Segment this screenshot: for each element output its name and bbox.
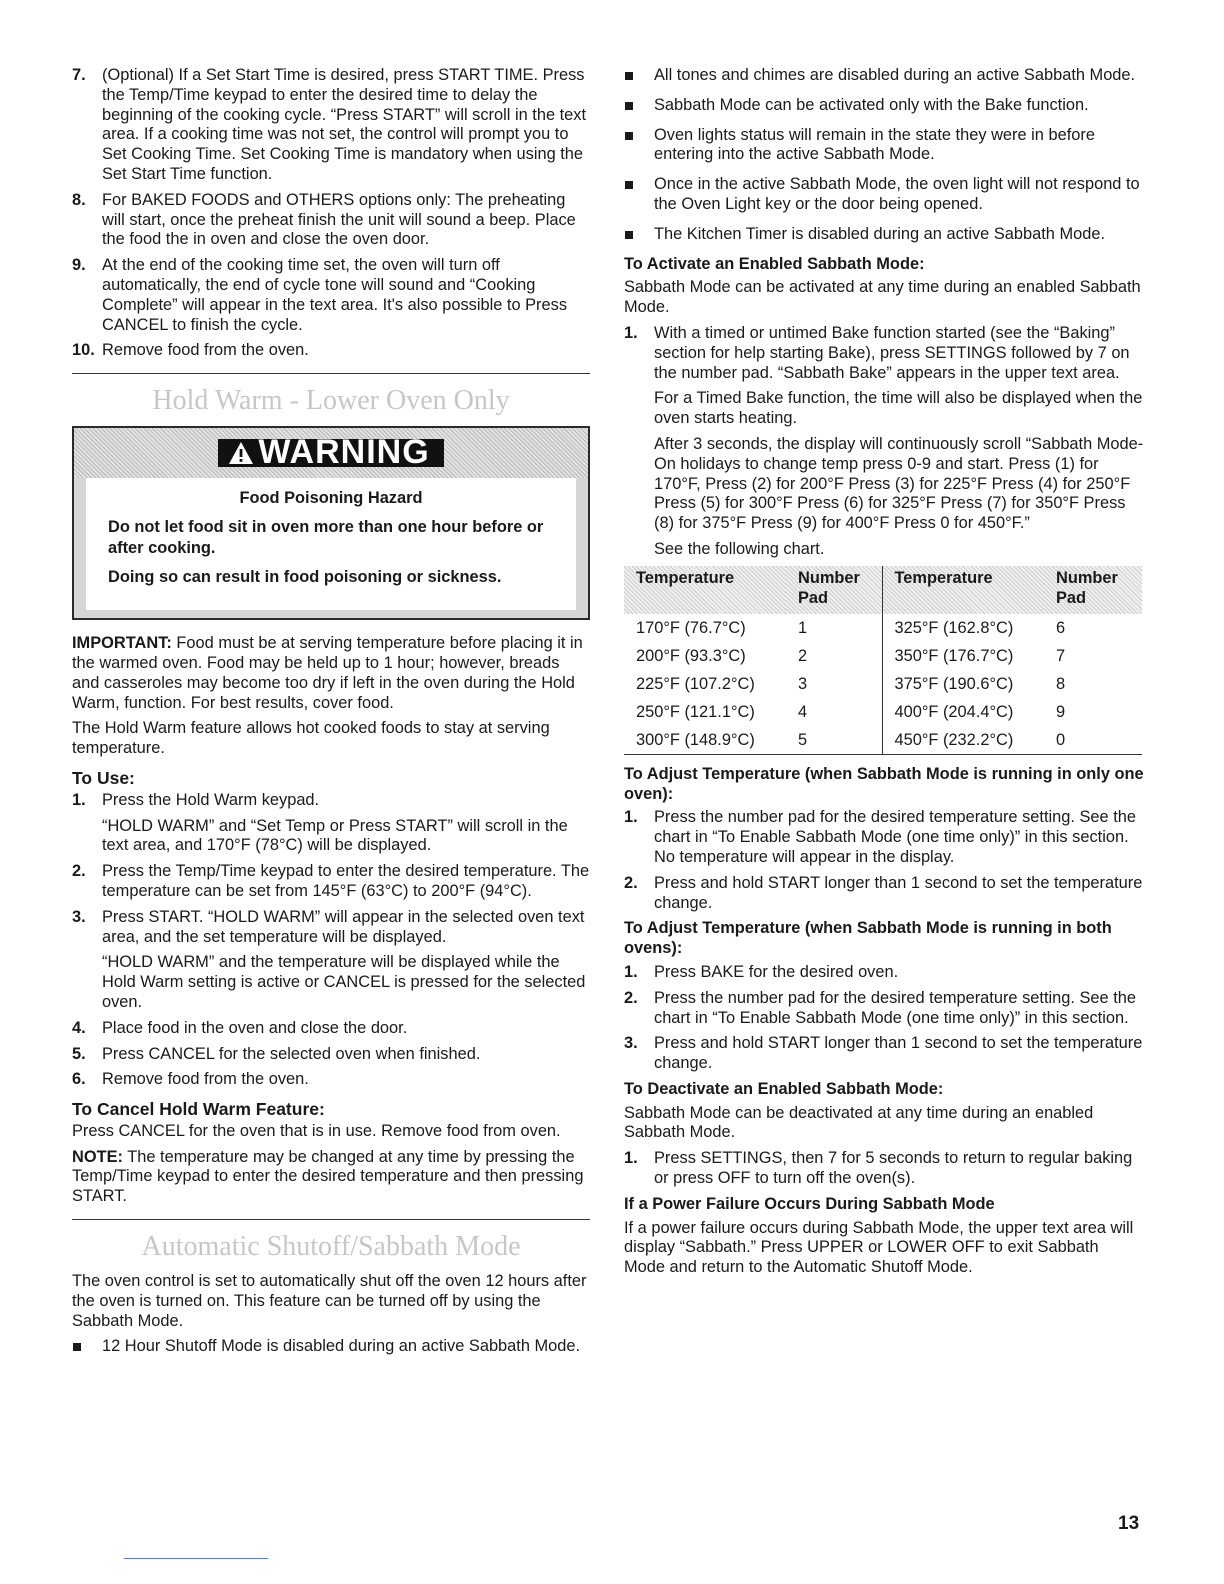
step-number: 2. [624,988,638,1007]
table-header-cell: Temperature [624,566,786,614]
step-text: Press and hold START longer than 1 second to set the temperature change. [654,873,1143,912]
warning-body [74,478,588,618]
step-number: 5. [72,1044,86,1063]
adjust-one-step-2 [624,874,1144,914]
activate-note-3: See the following chart. [654,539,825,558]
step-number: 2. [624,873,638,892]
page-number: 13 [1118,1513,1140,1534]
section-divider [72,373,590,374]
table-cell: 375°F (190.6°C) [882,670,1044,698]
use-step-2 [72,862,590,902]
step-text: Remove food from the oven. [102,341,309,360]
adjust-both-step-2 [624,989,1144,1029]
use-step-5 [72,1045,590,1065]
deactivate-heading: To Deactivate an Enabled Sabbath Mode: [624,1079,944,1098]
table-cell: 350°F (176.7°C) [882,642,1044,670]
deactivate-step-1 [624,1149,1144,1189]
step-text: Press START. “HOLD WARM” will appear in the selected oven text area, and the set temperature will be displayed. [102,907,585,946]
table-cell: 200°F (93.3°C) [636,646,746,665]
step-text: Place food in the oven and close the door. [102,1018,408,1037]
adjust-both-step-3 [624,1034,1144,1074]
table-cell: 1 [798,618,808,637]
footer-rule [124,1558,268,1559]
important-paragraph [72,634,590,713]
step-number: 3. [72,907,86,926]
table-cell: 0 [1044,726,1142,755]
bullet-square-icon [625,132,633,140]
bullet-square-icon [625,181,633,189]
step-number: 8. [72,190,86,209]
step-number: 1. [624,1149,638,1168]
table-cell: 325°F (162.8°C) [882,614,1044,642]
table-cell: 7 [1056,646,1066,665]
warning-hazard: Food Poisoning Hazard [239,489,423,508]
use-step-6 [72,1070,590,1090]
step-text: Press SETTINGS, then 7 for 5 seconds to return to regular baking or press OFF to turn off the oven(s). [654,1149,1133,1188]
activate-paragraph: Sabbath Mode can be activated at any time during an enabled Sabbath Mode. [624,278,1141,317]
power-failure-heading: If a Power Failure Occurs During Sabbath Mode [624,1194,995,1213]
note-paragraph [72,1148,590,1207]
table-cell: 250°F (121.1°C) [636,702,755,721]
adjust-one-step-1 [624,808,1144,867]
step-text: For BAKED FOODS and OTHERS options only: The preheating will start, once the preheat finish the unit will sound a beep. Place the food the in oven and close the oven door. [102,190,576,249]
table-row [624,726,1142,755]
step-number: 10. [72,341,95,360]
note-label: NOTE: [72,1147,123,1166]
step-8 [72,191,590,250]
important-text: Food must be at serving temperature before placing it in the warmed oven. Food may be held up to 1 hour; however, breads and casseroles may become too dry if left in the oven during the Hold Warm, function. For best results, cover food. [72,634,583,712]
step-number: 1. [624,323,638,342]
table-cell: 2 [798,646,808,665]
step-7 [72,66,590,185]
table-row [624,670,1142,698]
activate-step-1 [624,324,1144,383]
temperature-table [624,566,1142,755]
step-text: Press CANCEL for the selected oven when finished. [102,1044,481,1063]
bullet-square-icon [625,102,633,110]
table-header-cell: Temperature [882,566,1044,614]
step-text: Remove food from the oven. [102,1070,309,1089]
bullet-square-icon [625,231,633,239]
section-divider [72,1219,590,1220]
note-text: The temperature may be changed at any time by pressing the Temp/Time keypad to enter the desired temperature and then pressing START. [72,1147,584,1206]
bullet-item [624,225,1144,245]
table-header-cell: Number Pad [1044,566,1142,614]
step-number: 3. [624,1034,638,1053]
to-use-heading: To Use: [72,767,135,788]
use-step-3 [72,908,590,948]
bullet-text: The Kitchen Timer is disabled during an active Sabbath Mode. [654,224,1105,243]
warning-line-2: Doing so can result in food poisoning or sickness. [108,568,502,587]
step-10 [72,341,590,361]
table-cell: 400°F (204.4°C) [882,698,1044,726]
table-cell: 450°F (232.2°C) [882,726,1044,755]
adjust-both-step-1 [624,963,1144,983]
step-text: Press the number pad for the desired temperature setting. See the chart in “To Enable Sabbath Mode (one time only)” in this section. No temperature will appear in the display. [654,808,1136,866]
table-cell: 4 [798,702,808,721]
table-cell: 8 [1056,674,1066,693]
use-step-1 [72,791,590,811]
bullet-text: 12 Hour Shutoff Mode is disabled during an active Sabbath Mode. [102,1337,581,1356]
table-cell: 6 [1056,618,1066,637]
bullet-text: Sabbath Mode can be activated only with the Bake function. [654,95,1089,114]
step-text: At the end of the cooking time set, the oven will turn off automatically, the end of cycle tone will sound and “Cooking Complete” will appear in the text area. It's also possible to Press CANCEL to finish the cycle. [102,256,568,334]
adjust-both-heading: To Adjust Temperature (when Sabbath Mode is running in both ovens): [624,919,1112,958]
step-number: 9. [72,256,86,275]
table-cell: 9 [1056,702,1066,721]
cancel-heading: To Cancel Hold Warm Feature: [72,1099,325,1120]
table-header-row [624,566,1142,614]
step-text: Press BAKE for the desired oven. [654,962,899,981]
step-number: 1. [72,790,86,809]
step-number: 6. [72,1070,86,1089]
use-step-1-note: “HOLD WARM” and “Set Temp or Press START” will scroll in the text area, and 170°F (78°C) will be displayed. [102,816,568,855]
step-text: Press the Temp/Time keypad to enter the desired temperature. The temperature can be set from 145°F (63°C) to 200°F (94°C). [102,862,590,900]
table-cell: 225°F (107.2°C) [636,674,755,693]
step-9 [72,256,590,335]
warning-triangle-icon [228,441,254,465]
step-text: (Optional) If a Set Start Time is desired, press START TIME. Press the Temp/Time keypad to enter the desired time to delay the beginning of the cooking cycle. “Press START” will scroll in the text area. If a cooking time was not set, the control will prompt you to Set Cooking Time. Set Cooking Time is mandatory when using the Set Start Time function. [102,66,587,183]
warning-header [74,428,588,478]
step-text: With a timed or untimed Bake function started (see the “Baking” section for help starting Bake), press SETTINGS followed by 7 on the number pad. “Sabbath Bake” appears in the upper text area. [654,323,1130,382]
activate-note-2: After 3 seconds, the display will continuously scroll “Sabbath Mode- On holidays to change temp press 0-9 and start. Press (1) for 170°F, Press (2) for 200°F Press (3) for 225°F Press (4) for 250°F Press (5) for 300°F Press (6) for 325°F Press (7) for 350°F Press (8) for 375°F Press (9) for 400°F Press 0 for 450°F.” [654,434,1144,533]
bullet-text: Once in the active Sabbath Mode, the oven light will not respond to the Oven Light key or the door being opened. [654,175,1140,213]
activate-heading: To Activate an Enabled Sabbath Mode: [624,254,925,273]
step-number: 7. [72,66,86,84]
bullet-text: Oven lights status will remain in the state they were in before entering into the active Sabbath Mode. [654,125,1095,164]
shutoff-paragraph: The oven control is set to automatically shut off the oven 12 hours after the oven is turned on. This feature can be turned off by using the Sabbath Mode. [72,1272,587,1330]
power-failure-paragraph: If a power failure occurs during Sabbath Mode, the upper text area will display “Sabbath.” Press UPPER or LOWER OFF to exit Sabbath Mode and return to the Automatic Shutoff Mode. [624,1218,1134,1277]
warning-label: WARNING [258,433,430,472]
table-row [624,642,1142,670]
hold-warm-paragraph: The Hold Warm feature allows hot cooked foods to stay at serving temperature. [72,719,550,758]
bullet-square-icon [625,72,633,80]
step-number: 1. [624,808,638,827]
table-header-cell: Number Pad [786,566,882,614]
bullet-item [624,66,1144,86]
warning-box [72,426,590,620]
bullet-item [624,96,1144,116]
table-cell: 5 [786,726,882,755]
bullet-square-icon [73,1343,81,1351]
step-text: Press the number pad for the desired temperature setting. See the chart in “To Enable Sabbath Mode (one time only)” in this section. [654,988,1136,1027]
step-number: 2. [72,862,86,881]
bullet-item [624,175,1144,215]
adjust-one-heading: To Adjust Temperature (when Sabbath Mode is running in only one oven): [624,764,1144,803]
step-number: 1. [624,962,638,981]
step-text: Press and hold START longer than 1 second to set the temperature change. [654,1034,1143,1073]
section-title-hold-warm: Hold Warm - Lower Oven Only [152,385,510,417]
warning-line-1: Do not let food sit in oven more than one hour before or after cooking. [108,518,544,558]
section-title-sabbath: Automatic Shutoff/Sabbath Mode [141,1231,521,1263]
use-step-3-note: “HOLD WARM” and the temperature will be displayed while the Hold Warm setting is active or CANCEL is pressed for the selected oven. [102,953,586,1011]
step-number: 4. [72,1018,86,1037]
cancel-paragraph: Press CANCEL for the oven that is in use. Remove food from oven. [72,1121,561,1140]
table-cell: 3 [798,674,808,693]
bullet-item [72,1337,590,1357]
important-label: IMPORTANT: [72,634,172,653]
table-row [624,698,1142,726]
table-row [624,614,1142,642]
step-text: Press the Hold Warm keypad. [102,790,320,809]
use-step-4 [72,1019,590,1039]
table-cell: 300°F (148.9°C) [624,726,786,755]
activate-note-1: For a Timed Bake function, the time will also be displayed when the oven starts heating. [654,389,1143,428]
table-cell: 170°F (76.7°C) [636,618,746,637]
warning-tag [218,433,443,472]
bullet-item [624,126,1144,166]
bullet-text: All tones and chimes are disabled during an active Sabbath Mode. [654,66,1136,84]
left-column [72,66,590,1367]
deactivate-paragraph: Sabbath Mode can be deactivated at any time during an enabled Sabbath Mode. [624,1103,1094,1142]
right-column [624,66,1144,1284]
